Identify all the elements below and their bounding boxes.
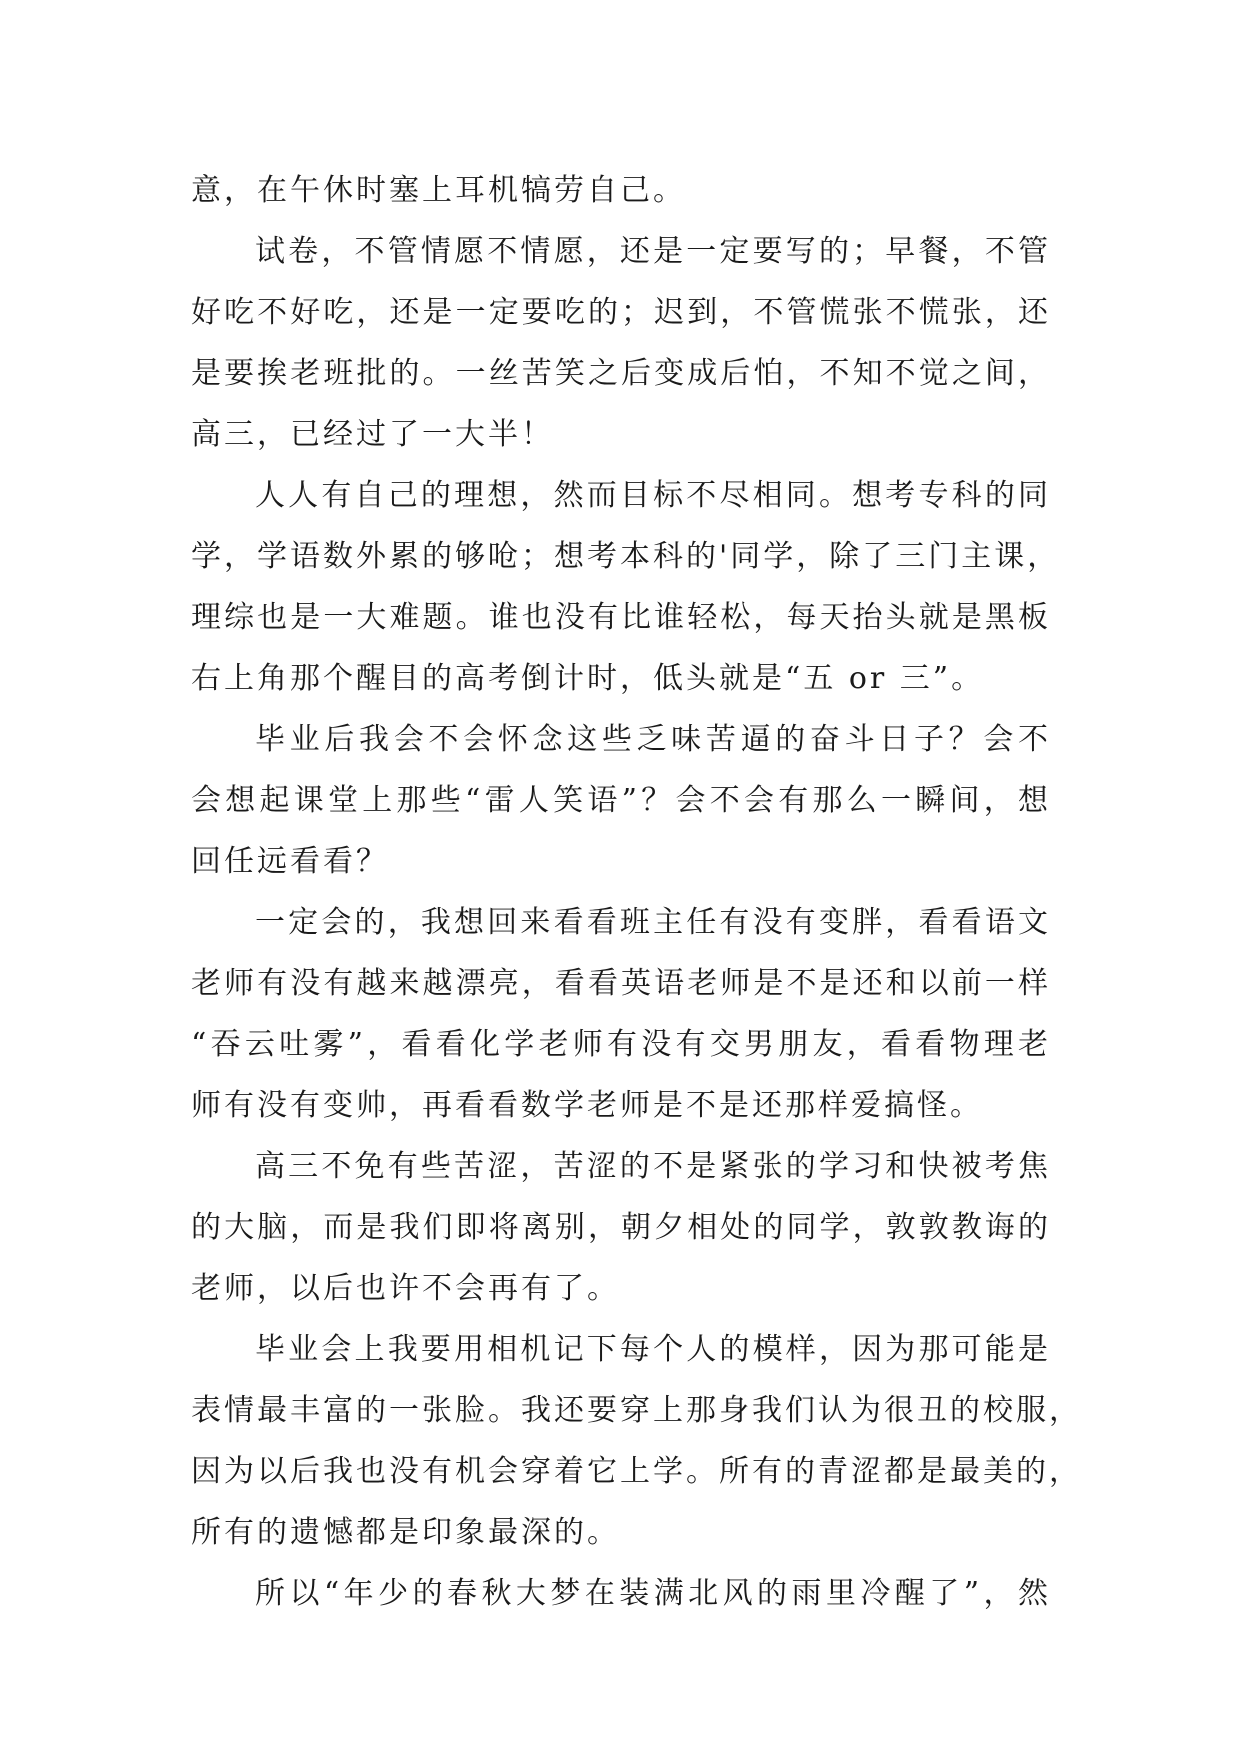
- text-line: 是要挨老班批的。一丝苦笑之后变成后怕，不知不觉之间，: [191, 356, 1051, 391]
- text-line: 表情最丰富的一张脸。我还要穿上那身我们认为很丑的校服，: [191, 1393, 1082, 1428]
- text-line: 右上角那个醒目的高考倒计时，低头就是“五 or 三”。: [191, 661, 985, 696]
- text-line: 好吃不好吃，还是一定要吃的；迟到，不管慌张不慌张，还: [191, 295, 1051, 330]
- document-text-body: [191, 160, 1082, 1624]
- text-line: 高三，已经过了一大半！: [191, 417, 554, 452]
- text-line: “吞云吐雾”，看看化学老师有没有交男朋友，看看物理老: [191, 1027, 1051, 1062]
- text-line: 理综也是一大难题。谁也没有比谁轻松，每天抬头就是黑板: [191, 600, 1051, 635]
- text-line: 高三不免有些苦涩，苦涩的不是紧张的学习和快被考焦: [255, 1149, 1051, 1184]
- text-line: 试卷，不管情愿不情愿，还是一定要写的；早餐，不管: [255, 234, 1051, 269]
- text-line: 人人有自己的理想，然而目标不尽相同。想考专科的同: [255, 478, 1051, 513]
- text-line: 的大脑，而是我们即将离别，朝夕相处的同学，敦敦教诲的: [191, 1210, 1051, 1245]
- text-line: 毕业会上我要用相机记下每个人的模样，因为那可能是: [255, 1332, 1051, 1367]
- text-line: 所以“年少的春秋大梦在装满北风的雨里冷醒了”，然: [255, 1576, 1051, 1611]
- text-line: 因为以后我也没有机会穿着它上学。所有的青涩都是最美的，: [191, 1454, 1082, 1489]
- text-line: 一定会的，我想回来看看班主任有没有变胖，看看语文: [255, 905, 1051, 940]
- text-line: 会想起课堂上那些“雷人笑语”？会不会有那么一瞬间，想: [191, 783, 1051, 818]
- text-line: 毕业后我会不会怀念这些乏味苦逼的奋斗日子？会不: [255, 722, 1051, 757]
- text-line: 学，学语数外累的够呛；想考本科的'同学，除了三门主课，: [191, 539, 1061, 574]
- text-line: 师有没有变帅，再看看数学老师是不是还那样爱搞怪。: [191, 1088, 983, 1123]
- text-line: 老师，以后也许不会再有了。: [191, 1271, 620, 1306]
- text-line: 所有的遗憾都是印象最深的。: [191, 1515, 620, 1550]
- text-line: 意，在午休时塞上耳机犒劳自己。: [191, 173, 686, 208]
- text-line: 回任远看看？: [191, 844, 389, 879]
- text-line: 老师有没有越来越漂亮，看看英语老师是不是还和以前一样: [191, 966, 1051, 1001]
